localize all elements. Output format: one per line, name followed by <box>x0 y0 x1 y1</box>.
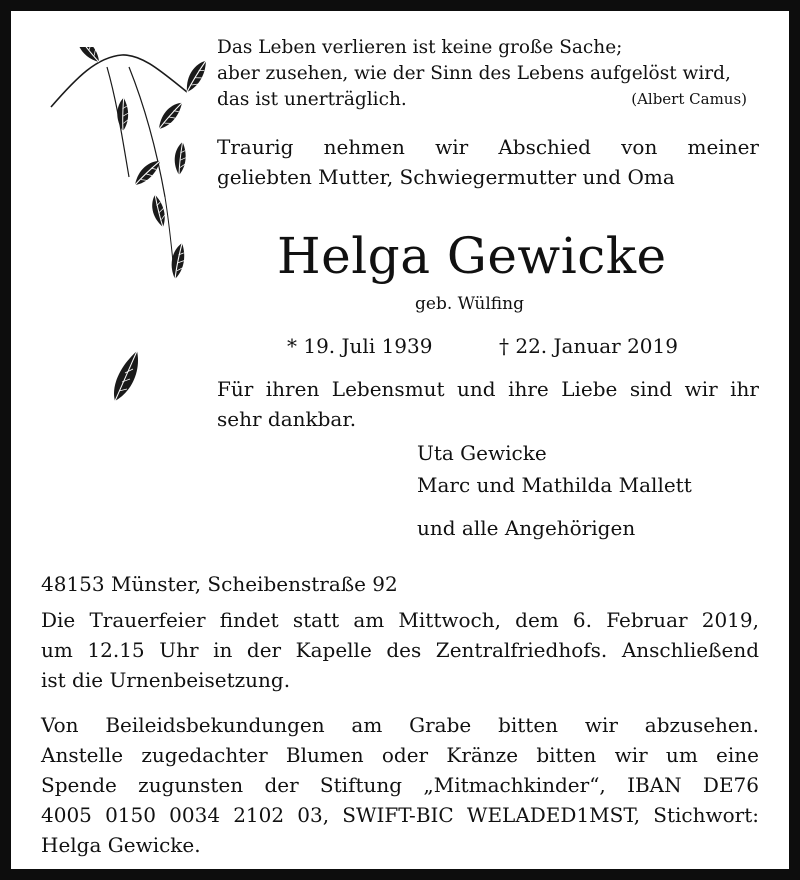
quote-line-1: Das Leben verlieren ist keine große Sache; <box>217 37 623 58</box>
mourner-2: Marc und Mathilda Mallett <box>417 473 692 497</box>
donation-line-3: Spende zugunsten der Stiftung „Mitmachkinder“, IBAN DE76 <box>41 773 759 797</box>
ceremony-line-1: Die Trauerfeier findet statt am Mittwoch, dem 6. Februar 2019, <box>41 608 759 632</box>
intro-line-2: geliebten Mutter, Schwiegermutter und Oma <box>217 165 675 189</box>
death-date: † 22. Januar 2019 <box>499 334 678 358</box>
donation-line-5: Helga Gewicke. <box>41 833 201 857</box>
gratitude-line-1: Für ihren Lebensmut und ihre Liebe sind wir ihr <box>217 377 759 401</box>
birth-date: * 19. Juli 1939 <box>287 334 433 358</box>
mourner-3: und alle Angehörigen <box>417 516 636 540</box>
ceremony-line-2: um 12.15 Uhr in der Kapelle des Zentralfriedhofs. Anschließend <box>41 638 759 662</box>
deceased-name: Helga Gewicke <box>277 227 667 285</box>
falling-leaf-illustration <box>107 347 147 407</box>
birth-name: geb. Wülfing <box>415 294 524 314</box>
donation-line-1: Von Beileidsbekundungen am Grabe bitten wir abzusehen. <box>41 713 759 737</box>
quote-line-2: aber zusehen, wie der Sinn des Lebens aufgelöst wird, <box>217 63 731 84</box>
quote-author: (Albert Camus) <box>631 90 747 108</box>
intro-line-1: Traurig nehmen wir Abschied von meiner <box>217 135 759 159</box>
ceremony-line-3: ist die Urnenbeisetzung. <box>41 668 291 692</box>
donation-line-4: 4005 0150 0034 2102 03, SWIFT-BIC WELADED1MST, Stichwort: <box>41 803 759 827</box>
quote-line-3: das ist unerträglich. <box>217 89 407 110</box>
address: 48153 Münster, Scheibenstraße 92 <box>41 572 398 596</box>
gratitude-line-2: sehr dankbar. <box>217 407 357 431</box>
birch-twig-illustration <box>47 47 207 283</box>
mourner-1: Uta Gewicke <box>417 441 547 465</box>
donation-line-2: Anstelle zugedachter Blumen oder Kränze bitten wir um eine <box>41 743 759 767</box>
